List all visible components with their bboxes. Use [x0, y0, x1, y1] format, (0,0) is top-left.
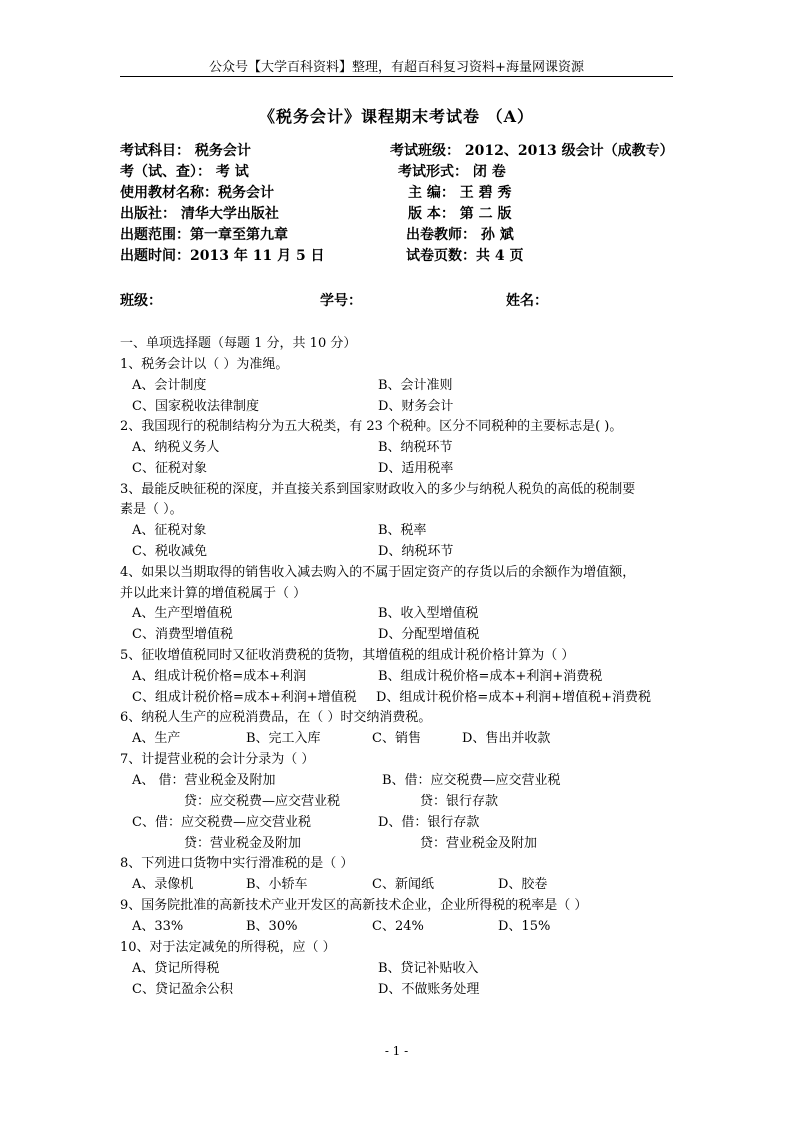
option-c: C、借：应交税费—应交营业税	[132, 815, 311, 830]
option-c-credit: 贷：营业税金及附加	[184, 836, 302, 851]
question-stem: 1、税务会计以（ ）为准绳。	[120, 357, 289, 372]
info-edition: 版 本： 第 二 版	[408, 206, 512, 222]
info-textbook: 使用教材名称：税务会计	[120, 185, 274, 201]
option-d: D、15%	[498, 919, 551, 934]
class-label: 班级：	[120, 293, 162, 309]
question-stem: 7、计提营业税的会计分录为（ ）	[120, 752, 315, 767]
option-b: B、会计准则	[378, 378, 453, 393]
option-b: B、组成计税价格=成本+利润+消费税	[378, 669, 603, 684]
question-stem: 9、国务院批准的高新技术产业开发区的高新技术企业，企业所得税的税率是（ ）	[120, 898, 588, 913]
option-a: A、33%	[132, 919, 184, 934]
exam-title: 《税务会计》课程期末考试卷 （A）	[259, 107, 534, 126]
info-editor: 主 编： 王 碧 秀	[408, 185, 512, 201]
info-teacher: 出卷教师： 孙 斌	[406, 227, 514, 243]
page-number: - 1 -	[384, 1044, 409, 1058]
option-a: A、生产	[132, 731, 181, 746]
student-id-label: 学号：	[320, 293, 362, 309]
option-d-credit: 贷：营业税金及附加	[420, 836, 538, 851]
section-title: 一、单项选择题（每题 1 分，共 10 分）	[120, 336, 357, 351]
question-stem: 4、如果以当期取得的销售收入减去购入的不属于固定资产的存货以后的余额作为增值额，	[120, 565, 636, 580]
option-a: A、 借：营业税金及附加	[132, 773, 276, 788]
option-c: C、贷记盈余公积	[132, 982, 233, 997]
option-d: D、纳税环节	[378, 544, 454, 559]
option-a-credit: 贷：应交税费—应交营业税	[184, 794, 341, 809]
page-header: 公众号【大学百科资料】整理，有超百科复习资料+海量网课资源	[209, 60, 584, 75]
info-scope: 出题范围：第一章至第九章	[120, 227, 288, 243]
option-a: A、生产型增值税	[132, 606, 233, 621]
question-stem: 10、对于法定减免的所得税，应（ ）	[120, 940, 336, 955]
question-stem-continued: 并以此来计算的增值税属于（ ）	[120, 586, 307, 601]
option-b: B、小轿车	[246, 877, 308, 892]
option-d: D、售出并收款	[462, 731, 551, 746]
option-c: C、24%	[372, 919, 424, 934]
option-b-credit: 贷：银行存款	[420, 794, 499, 809]
option-b: B、纳税环节	[378, 440, 453, 455]
option-b: B、税率	[378, 523, 427, 538]
info-exam-type: 考（试、查）： 考 试	[120, 164, 249, 180]
option-c: C、税收减免	[132, 544, 207, 559]
info-pages: 试卷页数：共 4 页	[406, 248, 524, 264]
option-c: C、销售	[372, 731, 421, 746]
option-b: B、完工入库	[246, 731, 321, 746]
option-a: A、组成计税价格=成本+利润	[132, 669, 307, 684]
option-d: D、财务会计	[378, 399, 454, 414]
info-date: 出题时间：2013 年 11 月 5 日	[120, 248, 325, 264]
question-stem: 2、我国现行的税制结构分为五大税类，有 23 个税种。区分不同税种的主要标志是( )。	[120, 419, 623, 434]
question-stem: 3、最能反映征税的深度，并直接关系到国家财政收入的多少与纳税人税负的高低的税制要	[120, 482, 636, 497]
option-d: D、胶卷	[498, 877, 548, 892]
option-c: C、组成计税价格=成本+利润+增值税	[132, 690, 357, 705]
info-class: 考试班级： 2012、2013 级会计（成教专）	[390, 143, 674, 159]
question-stem: 6、纳税人生产的应税消费品，在（ ）时交纳消费税。	[120, 710, 432, 725]
option-a: A、纳税义务人	[132, 440, 220, 455]
option-d: D、分配型增值税	[378, 627, 480, 642]
option-c: C、国家税收法律制度	[132, 399, 259, 414]
question-stem: 8、下列进口货物中实行滑准税的是（ ）	[120, 856, 354, 871]
info-exam-form: 考试形式： 闭 卷	[398, 164, 506, 180]
info-publisher: 出版社： 清华大学出版社	[120, 206, 279, 222]
option-c: C、消费型增值税	[132, 627, 233, 642]
option-d: D、组成计税价格=成本+利润+增值税+消费税	[376, 690, 651, 705]
option-a: A、征税对象	[132, 523, 207, 538]
question-stem: 5、征收增值税同时又征收消费税的货物，其增值税的组成计税价格计算为（ ）	[120, 648, 575, 663]
option-c: C、新闻纸	[372, 877, 434, 892]
header-divider	[120, 76, 673, 77]
name-label: 姓名：	[506, 293, 548, 309]
option-b: B、30%	[246, 919, 298, 934]
info-subject: 考试科目： 税务会计	[120, 143, 251, 159]
option-b: B、贷记补贴收入	[378, 961, 479, 976]
option-d: D、不做账务处理	[378, 982, 480, 997]
option-c: C、征税对象	[132, 461, 207, 476]
option-d: D、适用税率	[378, 461, 454, 476]
option-a: A、录像机	[132, 877, 194, 892]
option-b: B、借：应交税费—应交营业税	[382, 773, 561, 788]
option-b: B、收入型增值税	[378, 606, 479, 621]
option-a: A、会计制度	[132, 378, 207, 393]
option-a: A、贷记所得税	[132, 961, 220, 976]
option-d: D、借：银行存款	[378, 815, 480, 830]
question-stem-continued: 素是（ ）。	[120, 502, 183, 517]
